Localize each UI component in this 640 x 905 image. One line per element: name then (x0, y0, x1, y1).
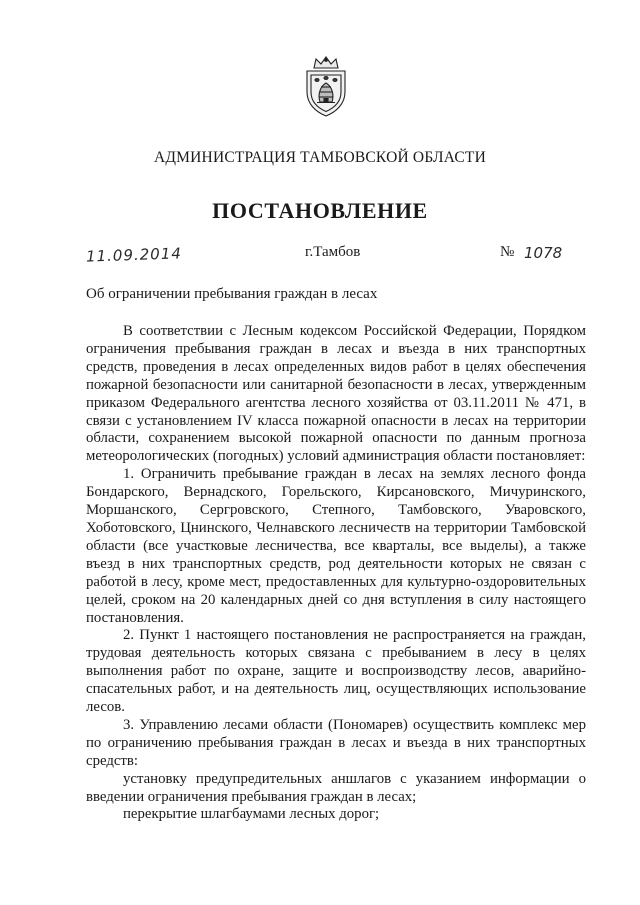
document-date: 11.09.2014 (85, 244, 183, 266)
document-number-label: № (500, 244, 515, 260)
paragraph-item-3: 3. Управлению лесами области (Пономарев) осуществить комплекс мер по ограничению пребывания граждан в лесах и въезда в них транспортных средств: (86, 716, 586, 769)
paragraph-item-1: 1. Ограничить пребывание граждан в лесах на землях лесного фонда Бондарского, Вернадского, Горельского, Кирсановского, Мичуринского, Моршанского, Сергровского, Степного, Тамбовского, Уваровского, Хоботовского, Цнинского, Челнавского лесничеств на территории Тамбовской области (все участковые лесничества, все кварталы, все выделы), а также въезд в них транспортных средств, род деятельности которых не связан с работой в лесу, кроме мест, предоставленных для культурно-оздоровительных целей, сроком на 20 календарных дней со дня вступления в силу настоящего постановления. (86, 466, 586, 626)
paragraph-preamble: В соответствии с Лесным кодексом Российской Федерации, Порядком ограничения пребывания граждан в лесах и въезда в них транспортных средств, проведения в лесах определенных видов работ в целях обеспечения пожарной безопасности или санитарной безопасности в лесах, утвержденным приказом Федерального агентства лесного хозяйства от 03.11.2011 № 471, в связи с установлением IV класса пожарной опасности в лесах на территории области, сохранением высокой пожарной опасности по данным прогноза метеорологических (погодных) условий администрация области постановляет: (86, 323, 586, 465)
document-subject: Об ограничении пребывания граждан в лесах (86, 286, 378, 302)
paragraph-item-2: 2. Пункт 1 настоящего постановления не распространяется на граждан, трудовая деятельность которых связана с пребыванием в лесу в целях выполнения работ по охране, защите и воспроизводству лесов, аварийно-спасательных работ, и на деятельность лиц, осуществляющих использование лесов. (86, 627, 586, 716)
organization-title: АДМИНИСТРАЦИЯ ТАМБОВСКОЙ ОБЛАСТИ (154, 149, 486, 166)
paragraph-item-3-a: установку предупредительных аншлагов с указанием информации о введении ограничения пребывания граждан в лесах; (86, 770, 586, 805)
document-city: г.Тамбов (305, 244, 361, 260)
document-type-title: ПОСТАНОВЛЕНИЕ (212, 198, 428, 223)
document-number: 1078 (524, 244, 563, 262)
paragraph-item-3-b: перекрытие шлагбаумами лесных дорог; (123, 806, 380, 823)
document-body (86, 323, 586, 824)
coat-of-arms-icon (301, 56, 351, 118)
